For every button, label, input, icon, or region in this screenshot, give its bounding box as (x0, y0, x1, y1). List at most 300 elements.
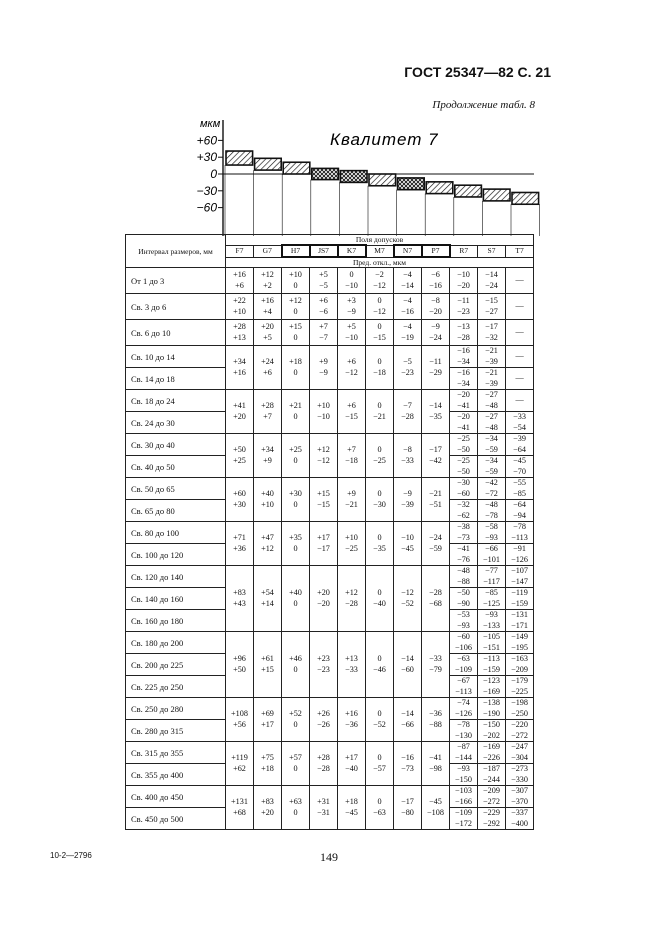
deviation-cell (226, 566, 254, 632)
lower-deviation: −45 (345, 807, 358, 817)
deviation-cell (338, 522, 366, 566)
lower-deviation: −15 (317, 499, 330, 509)
table-row (126, 346, 534, 368)
upper-deviation: — (515, 395, 524, 405)
upper-deviation: −20 (457, 412, 470, 421)
deviation-cell (338, 268, 366, 294)
lower-deviation: −18 (345, 455, 358, 465)
deviation-cell (478, 698, 506, 720)
upper-deviation: −87 (457, 742, 470, 751)
lower-deviation: −226 (483, 752, 500, 762)
deviation-cell (478, 320, 506, 346)
lower-deviation: 0 (293, 664, 298, 674)
upper-deviation: +5 (347, 322, 356, 331)
upper-deviation: −105 (483, 632, 500, 641)
band-p7 (426, 182, 453, 194)
lower-deviation: −12 (373, 280, 386, 290)
deviation-cell (282, 390, 310, 434)
lower-deviation: −10 (345, 280, 358, 290)
upper-deviation: +15 (289, 322, 302, 331)
fields-header: Поля допусков (226, 235, 534, 246)
lower-deviation: 0 (293, 367, 298, 377)
deviation-cell (338, 698, 366, 742)
interval-label: Св. 50 до 65 (126, 478, 226, 500)
upper-deviation: −41 (457, 544, 470, 553)
deviation-cell (254, 786, 282, 830)
upper-deviation: 0 (377, 322, 382, 331)
deviation-cell (226, 346, 254, 390)
upper-deviation: −229 (483, 808, 500, 817)
deviation-cell (450, 368, 478, 390)
upper-deviation: — (515, 275, 524, 285)
table-row (126, 742, 534, 764)
deviation-cell (254, 522, 282, 566)
interval-label: Св. 30 до 40 (126, 434, 226, 456)
deviation-cell (394, 478, 422, 522)
lower-deviation: −32 (485, 332, 498, 342)
upper-deviation: +17 (317, 533, 330, 542)
upper-deviation: +12 (317, 445, 330, 454)
interval-label: Св. 225 до 250 (126, 676, 226, 698)
interval-label: Св. 65 до 80 (126, 500, 226, 522)
deviation-cell (506, 588, 534, 610)
deviation-cell (506, 456, 534, 478)
lower-deviation: −78 (485, 510, 498, 520)
deviation-cell (226, 742, 254, 786)
deviation-cell (366, 632, 394, 698)
deviation-cell (310, 478, 338, 522)
deviation-cell (478, 742, 506, 764)
lower-deviation: −52 (373, 719, 386, 729)
lower-deviation: −34 (457, 356, 470, 366)
lower-deviation: −60 (401, 664, 414, 674)
lower-deviation: −21 (345, 499, 358, 509)
deviation-cell (422, 786, 450, 830)
deviation-cell (282, 320, 310, 346)
upper-deviation: −77 (485, 566, 498, 575)
band-h7 (283, 162, 310, 174)
upper-deviation: −163 (511, 654, 528, 663)
lower-deviation: −25 (345, 543, 358, 553)
upper-deviation: +18 (345, 797, 358, 806)
deviation-cell (394, 632, 422, 698)
interval-label: Св. 14 до 18 (126, 368, 226, 390)
upper-deviation: −50 (457, 588, 470, 597)
upper-deviation: −85 (485, 588, 498, 597)
upper-deviation: −16 (401, 753, 414, 762)
lower-deviation: −34 (457, 378, 470, 388)
field-g7: G7 (254, 245, 282, 257)
upper-deviation: −93 (485, 610, 498, 619)
lower-deviation: −90 (457, 598, 470, 608)
deviation-cell (506, 434, 534, 456)
y-tick-label: −30 (196, 183, 217, 198)
lower-deviation: −41 (457, 422, 470, 432)
deviation-cell (282, 478, 310, 522)
lower-deviation: −45 (401, 543, 414, 553)
upper-deviation: −307 (511, 786, 528, 795)
interval-label: Св. 80 до 100 (126, 522, 226, 544)
deviation-cell (506, 500, 534, 522)
lower-deviation: −144 (455, 752, 472, 762)
upper-deviation: −8 (403, 445, 412, 454)
deviation-cell (450, 632, 478, 654)
lower-deviation: 0 (293, 411, 298, 421)
upper-deviation: −13 (457, 322, 470, 331)
lower-deviation: −28 (317, 763, 330, 773)
upper-deviation: +22 (233, 296, 246, 305)
lower-deviation: −28 (401, 411, 414, 421)
page-header: ГОСТ 25347—82 С. 21 (404, 64, 551, 80)
deviation-cell (254, 294, 282, 320)
interval-label: Св. 10 до 14 (126, 346, 226, 368)
lower-deviation: −370 (511, 796, 528, 806)
lower-deviation: +6 (263, 367, 272, 377)
lower-deviation: −19 (401, 332, 414, 342)
upper-deviation: +7 (347, 445, 356, 454)
upper-deviation: +16 (345, 709, 358, 718)
upper-deviation: +83 (261, 797, 274, 806)
deviation-cell (478, 412, 506, 434)
lower-deviation: −15 (373, 332, 386, 342)
deviation-cell (226, 268, 254, 294)
lower-deviation: −150 (455, 774, 472, 784)
upper-deviation: +69 (261, 709, 274, 718)
lower-deviation: +20 (233, 411, 246, 421)
lower-deviation: −109 (455, 664, 472, 674)
upper-deviation: −11 (429, 357, 442, 366)
upper-deviation: +10 (317, 401, 330, 410)
deviation-cell (478, 478, 506, 500)
upper-deviation: −42 (485, 478, 498, 487)
upper-deviation: +60 (233, 489, 246, 498)
lower-deviation: 0 (293, 543, 298, 553)
lower-deviation: −23 (457, 306, 470, 316)
upper-deviation: −28 (429, 588, 442, 597)
lower-deviation: −5 (319, 280, 328, 290)
deviation-cell (422, 478, 450, 522)
unit-label: мкм (200, 118, 221, 130)
upper-deviation: 0 (349, 270, 354, 279)
deviation-cell (450, 742, 478, 764)
lower-deviation: −66 (401, 719, 414, 729)
lower-deviation: −108 (427, 807, 444, 817)
lower-deviation: 0 (293, 306, 298, 316)
upper-deviation: +25 (289, 445, 302, 454)
lower-deviation: +17 (261, 719, 274, 729)
upper-deviation: +9 (347, 489, 356, 498)
table-row (126, 320, 534, 346)
lower-deviation: −244 (483, 774, 500, 784)
upper-deviation: 0 (377, 533, 382, 542)
lower-deviation: −147 (511, 576, 528, 586)
lower-deviation: −113 (455, 686, 472, 696)
deviation-cell (450, 720, 478, 742)
deviation-cell (478, 456, 506, 478)
lower-deviation: −29 (429, 367, 442, 377)
upper-deviation: −60 (457, 632, 470, 641)
lower-deviation: 0 (293, 719, 298, 729)
lower-deviation: −125 (483, 598, 500, 608)
deviation-cell (338, 566, 366, 632)
upper-deviation: −39 (513, 434, 526, 443)
lower-deviation: −20 (457, 280, 470, 290)
deviation-cell (478, 294, 506, 320)
upper-deviation: +3 (347, 296, 356, 305)
lower-deviation: −16 (429, 280, 442, 290)
lower-deviation: −130 (455, 730, 472, 740)
deviation-cell (506, 412, 534, 434)
lower-deviation: −21 (373, 411, 386, 421)
deviation-cell (254, 320, 282, 346)
lower-deviation: −117 (483, 576, 500, 586)
deviation-cell (310, 390, 338, 434)
deviation-cell (254, 566, 282, 632)
lower-deviation: +12 (261, 543, 274, 553)
upper-deviation: −131 (511, 610, 528, 619)
deviation-cell (506, 294, 534, 320)
page-number: 149 (320, 850, 338, 864)
upper-deviation: −78 (513, 522, 526, 531)
lower-deviation: −15 (345, 411, 358, 421)
deviation-cell (394, 522, 422, 566)
deviation-cell (450, 320, 478, 346)
upper-deviation: +17 (345, 753, 358, 762)
upper-deviation: −16 (457, 346, 470, 355)
lower-deviation: −20 (429, 306, 442, 316)
upper-deviation: −149 (511, 632, 528, 641)
tolerance-table (125, 234, 534, 830)
upper-deviation: −48 (485, 500, 498, 509)
lower-deviation: −126 (455, 708, 472, 718)
deviation-cell (338, 320, 366, 346)
deviation-cell (282, 786, 310, 830)
deviation-cell (394, 294, 422, 320)
table-row (126, 478, 534, 500)
upper-deviation: −247 (511, 742, 528, 751)
deviation-cell (282, 522, 310, 566)
upper-deviation: −14 (401, 654, 414, 663)
deviation-cell (226, 698, 254, 742)
deviation-cell (478, 808, 506, 830)
lower-deviation: +68 (233, 807, 246, 817)
lower-deviation: +43 (233, 598, 246, 608)
upper-deviation: −5 (403, 357, 412, 366)
deviation-cell (310, 742, 338, 786)
upper-deviation: −220 (511, 720, 528, 729)
upper-deviation: −4 (403, 322, 412, 331)
deviation-cell (450, 698, 478, 720)
upper-deviation: +63 (289, 797, 302, 806)
field-m7: M7 (366, 245, 394, 257)
lower-deviation: 0 (293, 332, 298, 342)
deviation-cell (310, 294, 338, 320)
deviation-cell (282, 698, 310, 742)
deviation-cell (478, 610, 506, 632)
interval-label: Св. 180 до 200 (126, 632, 226, 654)
lower-deviation: −48 (485, 422, 498, 432)
deviation-cell (254, 478, 282, 522)
upper-deviation: +6 (319, 296, 328, 305)
deviation-cell (366, 478, 394, 522)
lower-deviation: −40 (373, 598, 386, 608)
lower-deviation: −88 (429, 719, 442, 729)
upper-deviation: +21 (289, 401, 302, 410)
interval-label: Св. 355 до 400 (126, 764, 226, 786)
upper-deviation: +31 (317, 797, 330, 806)
band-f7 (226, 151, 253, 165)
band-t7 (512, 192, 539, 204)
upper-deviation: −14 (485, 270, 498, 279)
lower-deviation: −400 (511, 818, 528, 828)
deviation-cell (282, 566, 310, 632)
upper-deviation: −9 (431, 322, 440, 331)
lower-deviation: −64 (513, 444, 526, 454)
deviation-cell (226, 786, 254, 830)
deviation-cell (506, 268, 534, 294)
deviation-cell (478, 566, 506, 588)
upper-deviation: −34 (485, 434, 498, 443)
lower-deviation: −35 (429, 411, 442, 421)
deviation-cell (366, 268, 394, 294)
upper-deviation: −198 (511, 698, 528, 707)
deviation-cell (450, 808, 478, 830)
upper-deviation: +16 (233, 270, 246, 279)
lower-deviation: −24 (485, 280, 498, 290)
lower-deviation: −48 (485, 400, 498, 410)
upper-deviation: +28 (317, 753, 330, 762)
upper-deviation: −93 (457, 764, 470, 773)
interval-label: Св. 280 до 315 (126, 720, 226, 742)
lower-deviation: −12 (317, 455, 330, 465)
lower-deviation: +30 (233, 499, 246, 509)
band-js7 (312, 168, 339, 179)
lower-deviation: +4 (263, 306, 272, 316)
y-tick-label: 0 (210, 167, 217, 181)
lower-deviation: −73 (457, 532, 470, 542)
lower-deviation: −209 (511, 664, 528, 674)
upper-deviation: +20 (261, 322, 274, 331)
deviation-cell (226, 478, 254, 522)
deviation-cell (450, 434, 478, 456)
deviation-cell (310, 566, 338, 632)
table-row (126, 632, 534, 654)
deviation-cell (422, 522, 450, 566)
interval-label: Св. 24 до 30 (126, 412, 226, 434)
lower-deviation: −17 (317, 543, 330, 553)
lower-deviation: −9 (347, 306, 356, 316)
band-n7 (398, 178, 425, 190)
lower-deviation: −57 (373, 763, 386, 773)
upper-deviation: −113 (483, 654, 500, 663)
lower-deviation: −225 (511, 686, 528, 696)
deviation-cell (450, 654, 478, 676)
upper-deviation: +5 (319, 270, 328, 279)
upper-deviation: −7 (403, 401, 412, 410)
upper-deviation: +28 (261, 401, 274, 410)
interval-label: Св. 120 до 140 (126, 566, 226, 588)
upper-deviation: 0 (377, 709, 382, 718)
deviation-cell (394, 742, 422, 786)
lower-deviation: −28 (457, 332, 470, 342)
tolerance-diagram (0, 0, 661, 236)
upper-deviation: +15 (317, 489, 330, 498)
lower-deviation: −126 (511, 554, 528, 564)
upper-deviation: +13 (345, 654, 358, 663)
deviation-cell (450, 500, 478, 522)
lower-deviation: −172 (455, 818, 472, 828)
interval-header: Интервал размеров, мм (126, 235, 226, 268)
interval-label: Св. 40 до 50 (126, 456, 226, 478)
upper-deviation: +6 (347, 401, 356, 410)
deviation-cell (506, 632, 534, 654)
upper-deviation: −67 (457, 676, 470, 685)
upper-deviation: 0 (377, 445, 382, 454)
lower-deviation: −50 (457, 444, 470, 454)
deviation-cell (478, 786, 506, 808)
deviation-cell (366, 294, 394, 320)
deviation-cell (478, 654, 506, 676)
lower-deviation: +15 (261, 664, 274, 674)
deviation-cell (506, 654, 534, 676)
lower-deviation: −33 (401, 455, 414, 465)
lower-deviation: −28 (345, 598, 358, 608)
upper-deviation: −337 (511, 808, 528, 817)
deviation-cell (254, 632, 282, 698)
lower-deviation: −18 (373, 367, 386, 377)
deviation-cell (450, 588, 478, 610)
lower-deviation: −63 (373, 807, 386, 817)
deviation-cell (478, 720, 506, 742)
deviation-cell (366, 434, 394, 478)
deviation-cell (310, 522, 338, 566)
upper-deviation: +34 (261, 445, 274, 454)
interval-label: Св. 140 до 160 (126, 588, 226, 610)
upper-deviation: −179 (511, 676, 528, 685)
deviation-cell (226, 434, 254, 478)
lower-deviation: +62 (233, 763, 246, 773)
deviation-cell (450, 566, 478, 588)
deviation-cell (506, 720, 534, 742)
upper-deviation: −41 (429, 753, 442, 762)
upper-deviation: −2 (375, 270, 384, 279)
lower-deviation: −79 (429, 664, 442, 674)
lower-deviation: −159 (511, 598, 528, 608)
deviation-cell (394, 434, 422, 478)
deviation-cell (450, 346, 478, 368)
lower-deviation: −272 (483, 796, 500, 806)
upper-deviation: +20 (317, 588, 330, 597)
upper-deviation: −27 (485, 412, 498, 421)
lower-deviation: −250 (511, 708, 528, 718)
table-row (126, 522, 534, 544)
lower-deviation: +13 (233, 332, 246, 342)
upper-deviation: +6 (347, 357, 356, 366)
upper-deviation: +96 (233, 654, 246, 663)
deviation-cell (394, 268, 422, 294)
upper-deviation: −58 (485, 522, 498, 531)
deviation-cell (506, 742, 534, 764)
lower-deviation: +16 (233, 367, 246, 377)
deviation-cell (310, 786, 338, 830)
deviation-cell (506, 566, 534, 588)
lower-deviation: −60 (457, 488, 470, 498)
deviation-cell (254, 434, 282, 478)
field-s7: S7 (478, 245, 506, 257)
lower-deviation: −93 (457, 620, 470, 630)
upper-deviation: −33 (429, 654, 442, 663)
lower-deviation: −16 (401, 306, 414, 316)
